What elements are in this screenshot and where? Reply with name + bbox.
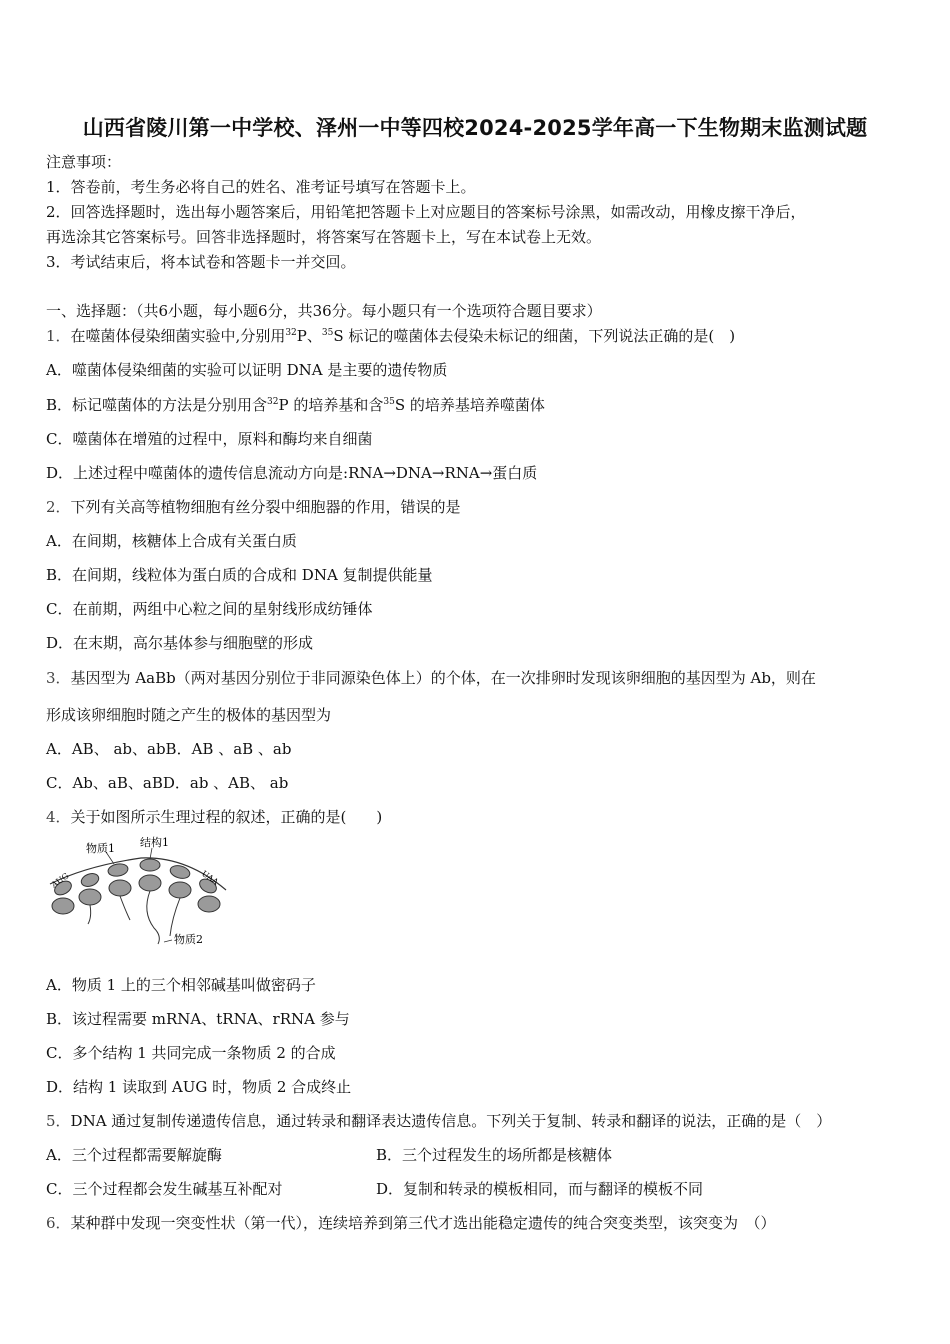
question-stem: DNA 通过复制传递遗传信息，通过转录和翻译表达遗传信息。下列关于复制、转录和翻译的说法，正确的是（ ） [70, 1112, 832, 1130]
option-d: D．上述过程中噬菌体的遗传信息流动方向是:RNA→DNA→RNA→蛋白质 [46, 464, 538, 482]
ribosomes [52, 859, 220, 914]
question-3 [46, 668, 816, 688]
question-number: 5． [46, 1112, 71, 1130]
leader-line [150, 848, 152, 859]
option-a: A．在间期，核糖体上合成有关蛋白质 [46, 532, 297, 550]
leader-line [164, 940, 172, 942]
question-number: 6． [46, 1214, 71, 1232]
notice-heading: 注意事项： [46, 153, 122, 171]
superscript: 35 [383, 397, 395, 407]
option-text: B．标记噬菌体的方法是分别用含 [46, 396, 268, 414]
question-stem: S 标记的噬菌体去侵染未标记的细菌，下列说法正确的是( ) [333, 327, 736, 345]
option-a: A．物质 1 上的三个相邻碱基叫做密码子 [46, 976, 316, 994]
option-d: D．结构 1 读取到 AUG 时，物质 2 合成终止 [46, 1078, 352, 1096]
option-d: D．在末期，高尔基体参与细胞壁的形成 [46, 634, 314, 652]
option-b: B．三个过程发生的场所都是核糖体 [376, 1146, 613, 1164]
label-uaa: UAA [200, 868, 220, 887]
page-title: 山西省陵川第一中学校、泽州一中等四校2024-2025学年高一下生物期末监测试题 [82, 116, 868, 140]
question-stem: 关于如图所示生理过程的叙述，正确的是( ) [70, 808, 383, 826]
option-a: A．三个过程都需要解旋酶 [46, 1146, 222, 1164]
option-d: D．复制和转录的模板相同，而与翻译的模板不同 [376, 1180, 704, 1198]
question-stem: 在噬菌体侵染细菌实验中,分别用 [70, 327, 286, 345]
label-material2: 物质2 [174, 933, 203, 946]
option-c: C．在前期，两组中心粒之间的星射线形成纺锤体 [46, 600, 373, 618]
option-c: C．多个结构 1 共同完成一条物质 2 的合成 [46, 1044, 336, 1062]
polypeptide-chains [88, 891, 180, 944]
label-aug: AUG [49, 871, 71, 890]
option-text: S 的培养基培养噬菌体 [394, 396, 545, 414]
label-material1: 物质1 [86, 842, 115, 855]
options-c-d: C．Ab、aB、aBD．ab 、AB、 ab [46, 774, 289, 792]
question-number: 1． [46, 327, 71, 345]
question-stem: 某种群中发现一突变性状（第一代），连续培养到第三代才选出能稳定遗传的纯合突变类型，该突变为 （） [70, 1214, 776, 1232]
option-a: A．噬菌体侵染细菌的实验可以证明 DNA 是主要的遗传物质 [46, 361, 448, 379]
option-c: C．三个过程都会发生碱基互补配对 [46, 1180, 283, 1198]
question-1 [46, 326, 735, 346]
notice-item: 3．考试结束后，将本试卷和答题卡一并交回。 [46, 253, 356, 271]
option-c: C．噬菌体在增殖的过程中，原料和酶均来自细菌 [46, 430, 373, 448]
option-text: P 的培养基和含 [278, 396, 384, 414]
option-b: B．该过程需要 mRNA、tRNA、rRNA 参与 [46, 1010, 350, 1028]
label-structure1: 结构1 [140, 836, 169, 849]
question-number: 2． [46, 498, 71, 516]
translation-diagram [46, 832, 236, 952]
question-6 [46, 1213, 776, 1233]
question-2 [46, 497, 461, 517]
question-number: 4． [46, 808, 71, 826]
section-heading: 一、选择题：（共6小题，每小题6分，共36分。每小题只有一个选项符合题目要求） [46, 302, 602, 320]
options-a-b: A．AB、 ab、abB．AB 、aB 、ab [46, 740, 292, 758]
superscript: 32 [267, 397, 279, 407]
notice-item: 1．答卷前，考生务必将自己的姓名、准考证号填写在答题卡上。 [46, 178, 476, 196]
option-b: B．在间期，线粒体为蛋白质的合成和 DNA 复制提供能量 [46, 566, 433, 584]
notice-item: 再选涂其它答案标号。回答非选择题时，将答案写在答题卡上，写在本试卷上无效。 [46, 228, 602, 246]
superscript: 35 [321, 328, 334, 338]
notice-item: 2．回答选择题时，选出每小题答案后，用铅笔把答题卡上对应题目的答案标号涂黑，如需改动，用橡皮擦干净后， [46, 203, 806, 221]
superscript: 32 [285, 328, 297, 338]
question-stem-continued: 形成该卵细胞时随之产生的极体的基因型为 [46, 706, 332, 724]
question-stem: 基因型为 AaBb（两对基因分别位于非同源染色体上）的个体，在一次排卵时发现该卵细胞的基因型为 Ab，则在 [70, 669, 816, 687]
question-4 [46, 807, 382, 827]
question-number: 3． [46, 669, 71, 687]
question-stem: P、 [296, 327, 322, 345]
option-b [46, 395, 545, 415]
question-5 [46, 1111, 831, 1131]
question-stem: 下列有关高等植物细胞有丝分裂中细胞器的作用，错误的是 [70, 498, 461, 516]
